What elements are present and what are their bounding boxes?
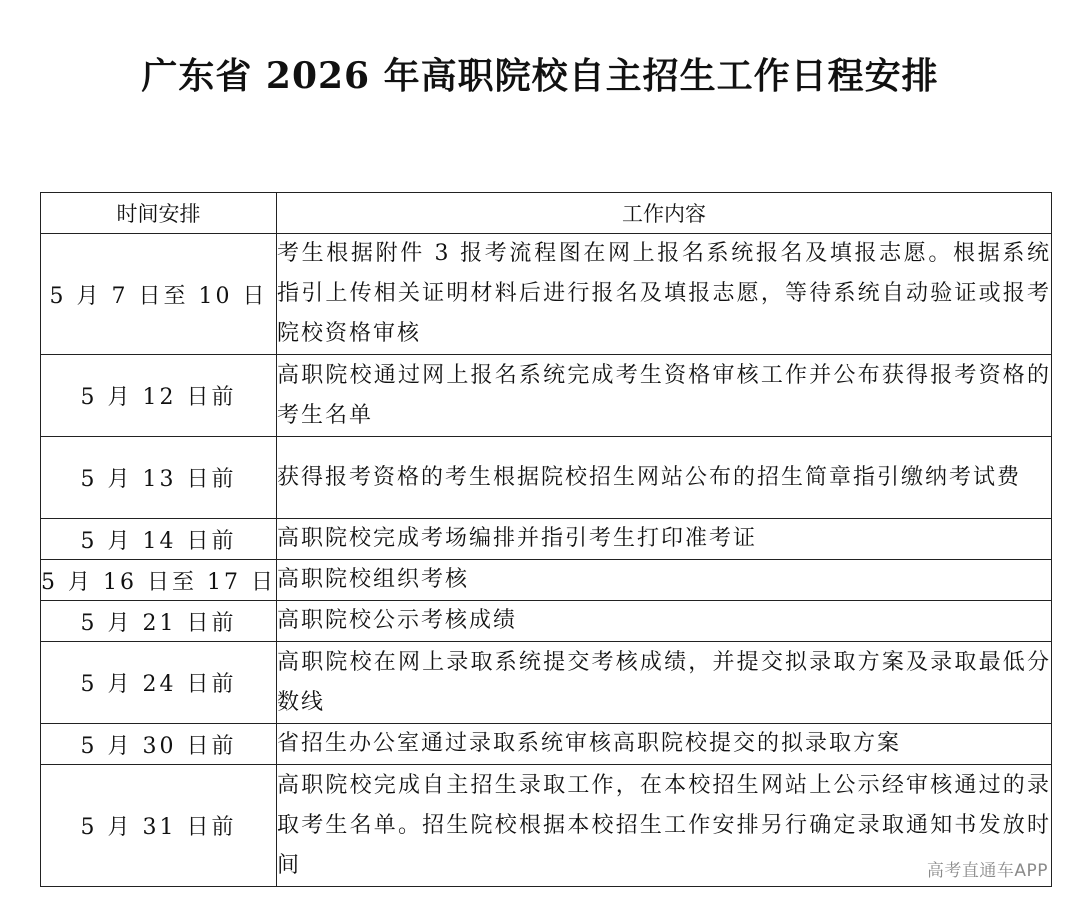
row-content: 考生根据附件 3 报考流程图在网上报名系统报名及填报志愿。根据系统指引上传相关证明材料后进行报名及填报志愿，等待系统自动验证或报考院校资格审核 [277, 234, 1052, 355]
row-content: 高职院校完成考场编排并指引考生打印准考证 [277, 519, 1052, 560]
row-time: 5 月 7 日至 10 日 [41, 234, 277, 355]
table-row [41, 519, 1052, 560]
row-content: 省招生办公室通过录取系统审核高职院校提交的拟录取方案 [277, 724, 1052, 765]
table-row [41, 560, 1052, 601]
row-content: 高职院校在网上录取系统提交考核成绩，并提交拟录取方案及录取最低分数线 [277, 642, 1052, 724]
table-row [41, 724, 1052, 765]
row-content: 获得报考资格的考生根据院校招生网站公布的招生简章指引缴纳考试费 [277, 437, 1052, 519]
row-time: 5 月 24 日前 [41, 642, 277, 724]
table-row [41, 601, 1052, 642]
row-time: 5 月 31 日前 [41, 765, 277, 887]
row-content: 高职院校完成自主招生录取工作，在本校招生网站上公示经审核通过的录取考生名单。招生院校根据本校招生工作安排另行确定录取通知书发放时间 [277, 765, 1052, 887]
row-content: 高职院校通过网上报名系统完成考生资格审核工作并公布获得报考资格的考生名单 [277, 355, 1052, 437]
row-time: 5 月 13 日前 [41, 437, 277, 519]
table-row [41, 642, 1052, 724]
row-content: 高职院校公示考核成绩 [277, 601, 1052, 642]
row-time: 5 月 12 日前 [41, 355, 277, 437]
header-content: 工作内容 [277, 193, 1052, 234]
table-row [41, 765, 1052, 887]
watermark-label: 高考直通车APP [926, 861, 1048, 881]
table-header-row [41, 193, 1052, 234]
header-time: 时间安排 [41, 193, 277, 234]
row-time: 5 月 30 日前 [41, 724, 277, 765]
schedule-table [40, 192, 1052, 887]
row-content: 高职院校组织考核 [277, 560, 1052, 601]
table-row [41, 437, 1052, 519]
row-time: 5 月 14 日前 [41, 519, 277, 560]
row-time: 5 月 16 日至 17 日 [41, 560, 277, 601]
table-row [41, 355, 1052, 437]
page-title: 广东省 2026 年高职院校自主招生工作日程安排 [141, 55, 939, 97]
table-row [41, 234, 1052, 355]
row-time: 5 月 21 日前 [41, 601, 277, 642]
